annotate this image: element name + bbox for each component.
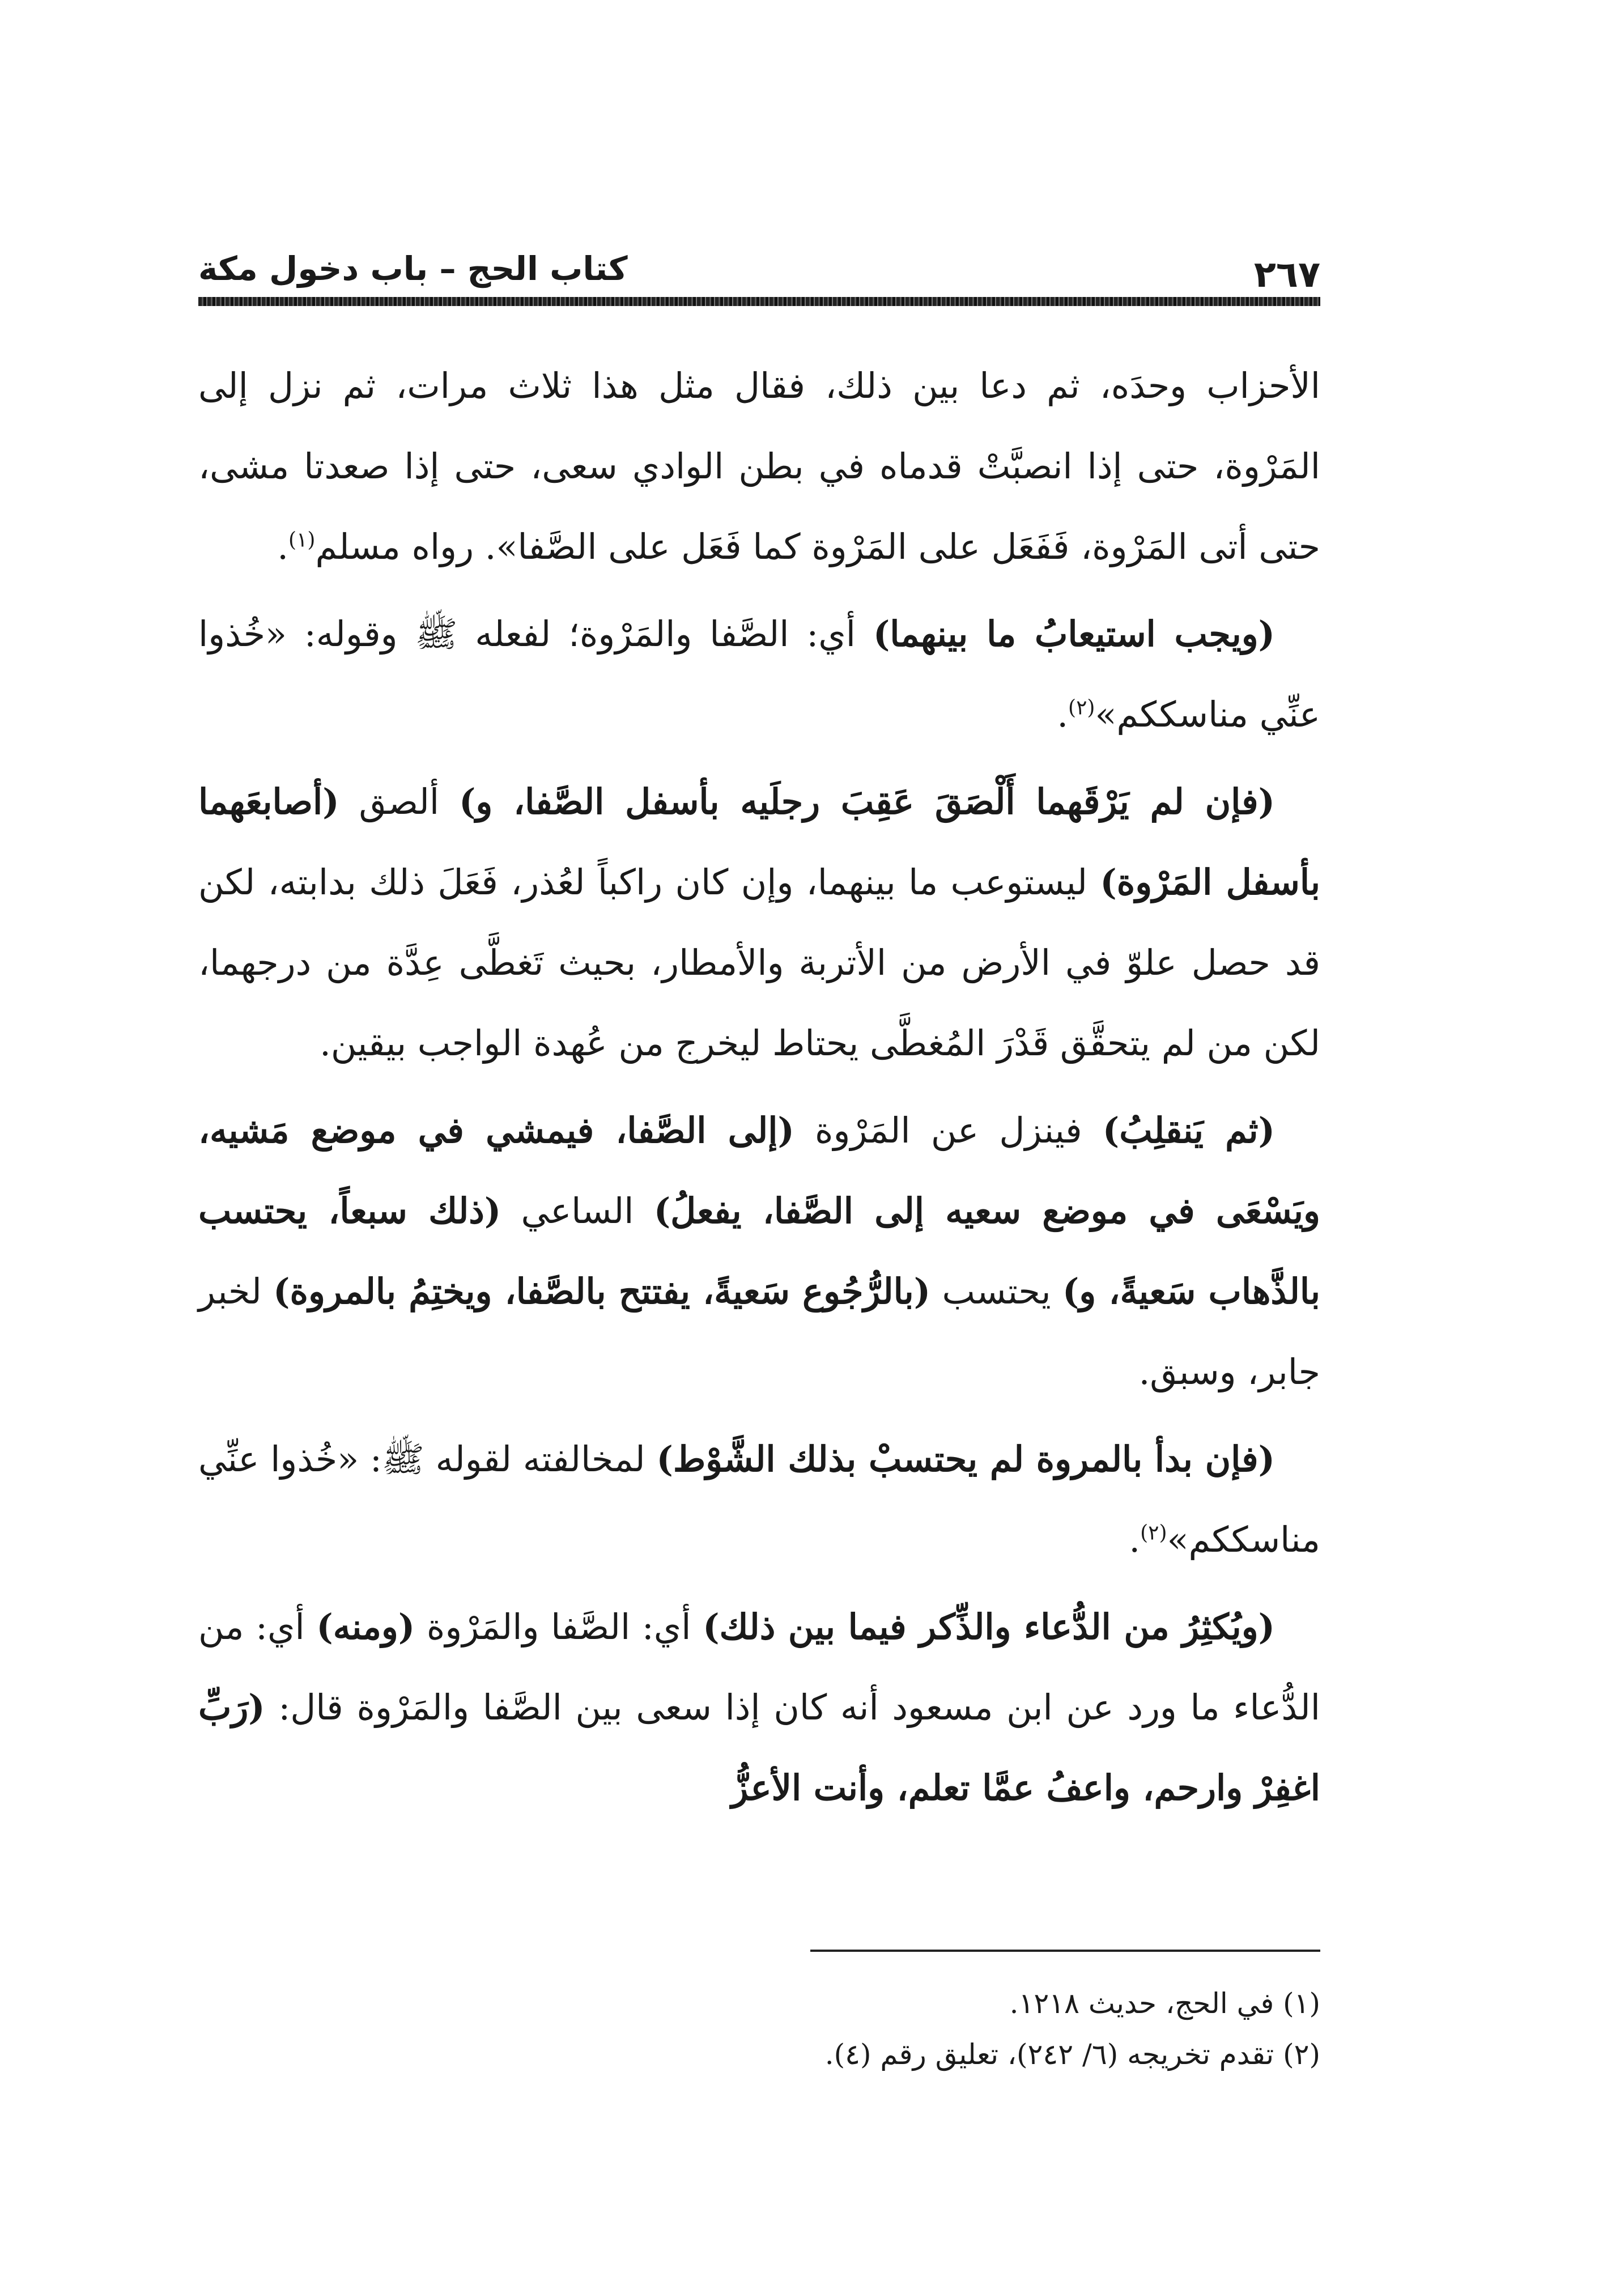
paragraph-4: (ثم يَنقلِبُ) فينزل عن المَرْوة (إلى الصَّفا، فيمشي في موضع مَشيه، ويَسْعَى في موضع سعيه إلى الصَّفا، يفعلُ) الساعي (ذلك سبعاً، يحتسب بالذَّهاب سَعيةً، و) يحتسب (بالرُّجُوع سَعيةً، يفتتح بالصَّفا، ويختِمُ بالمروة) لخبر جابر، وسبق. [198, 1110, 1321, 1392]
paragraph-2: (ويجب استيعابُ ما بينهما) أي: الصَّفا والمَرْوة؛ لفعله ﷺ وقوله: «خُذوا عنِّي مناسككم»$^{(٢)}$. [198, 613, 1320, 735]
paragraph-5: (فإن بدأ بالمروة لم يحتسبْ بذلك الشَّوْط) لمخالفته لقوله ﷺ: «خُذوا عنِّي مناسككم»$^{(٢)}$. [198, 1438, 1320, 1560]
running-title: كتاب الحج – باب دخول مكة [198, 249, 628, 288]
paragraph-6: (ويُكثِرُ من الدُّعاء والذِّكر فيما بين ذلك) أي: الصَّفا والمَرْوة (ومنه) أي: من الدُّعاء ما ورد عن ابن مسعود أنه كان إذا سعى بين الصَّفا والمَرْوة قال: (رَبِّ اغفِرْ وارحم، واعفُ عمَّا تعلم، وأنت الأعزُّ [198, 1606, 1320, 1808]
paragraph-1: الأحزاب وحدَه، ثم دعا بين ذلك، فقال مثل هذا ثلاث مرات، ثم نزل إلى المَرْوة، حتى إذا انصبَّتْ قدماه في بطن الوادي سعى، حتى إذا صعدتا مشى، حتى أتى المَرْوة، فَفَعَل على المَرْوة كما فَعَل على الصَّفا». رواه مسلم$^{(١)}$. [198, 365, 1320, 567]
header-rule [198, 297, 1320, 306]
running-head [198, 238, 1320, 300]
footnote-ref: (١) [288, 528, 316, 552]
footnote-ref: (٢) [1140, 1521, 1167, 1545]
page-number: ٢٦٧ [1253, 254, 1320, 296]
footnote-1: (١) في الحج، حديث ١٢١٨. [1009, 1987, 1320, 2020]
footnote-2: (٢) تقدم تخريجه (٦/ ٢٤٢)، تعليق رقم (٤). [824, 2038, 1320, 2071]
footnote-separator [810, 1950, 1320, 1952]
footnote-ref: (٢) [1068, 696, 1095, 720]
paragraph-3: (فإن لم يَرْقَهما أَلْصَقَ عَقِبَ رجلَيه بأسفل الصَّفا، و) ألصق (أصابعَهما بأسفل المَرْوة) ليستوعب ما بينهما، وإن كان راكباً لعُذر، فَعَلَ ذلك بدابته، لكن قد حصل علوّ في الأرض من الأتربة والأمطار، بحيث تَغطَّى عِدَّة من درجهما، لكن من لم يتحقَّق قَدْرَ المُغطَّى يحتاط ليخرج من عُهدة الواجب بيقين. [198, 781, 1320, 1064]
body-text [198, 346, 1320, 1835]
footnotes [198, 1978, 1320, 2080]
book-page [198, 238, 1320, 2222]
